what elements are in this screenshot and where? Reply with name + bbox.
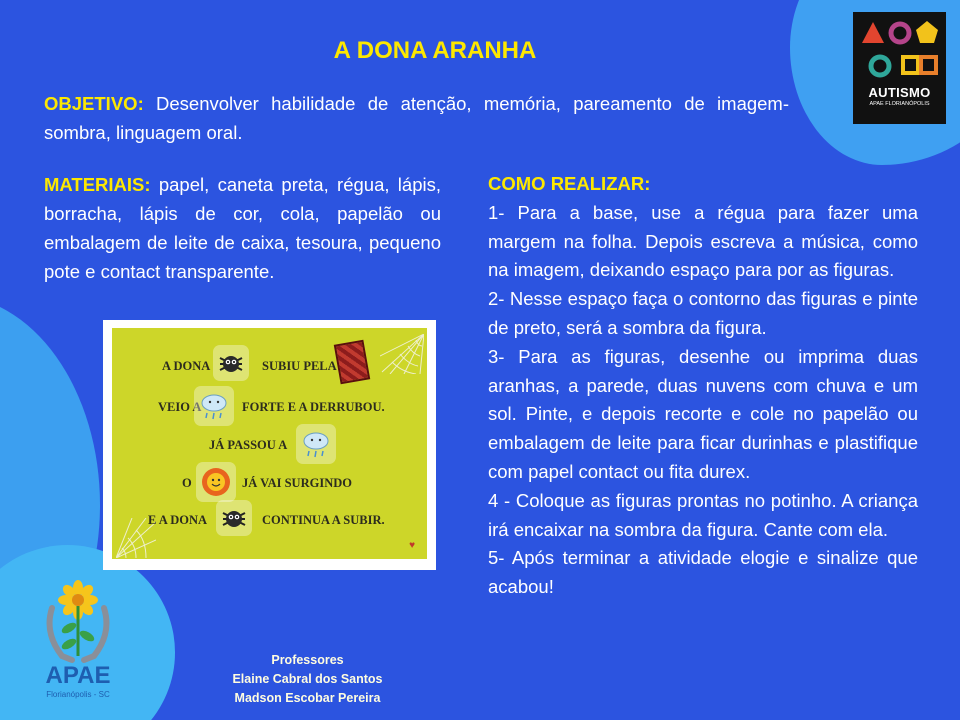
step-2: 2- Nesse espaço faça o contorno das figuras e pinte de preto, será a sombra da figura.: [488, 288, 918, 338]
sun-icon: [199, 465, 233, 499]
autismo-logo: [853, 12, 946, 124]
credits: [200, 651, 415, 708]
credits-name: Elaine Cabral dos Santos: [232, 672, 383, 686]
spider-figure: [213, 345, 249, 381]
step-1: 1- Para a base, use a régua para fazer uma margem na folha. Depois escreva a música, como na imagem, deixando espaço para por as figuras.: [488, 201, 918, 281]
materiais-paragraph: [44, 170, 441, 286]
board-line: JÁ VAI SURGINDO: [242, 476, 352, 490]
credits-heading: Professores: [271, 653, 344, 667]
board-line: VEIO A: [158, 400, 202, 414]
spider-web-icon: [380, 334, 424, 374]
apae-flower-hands-icon: [38, 578, 118, 668]
como-realizar-label: COMO REALIZAR:: [488, 173, 651, 194]
spider-icon: [219, 503, 249, 533]
board-line: E A DONA: [148, 513, 208, 527]
apae-logo: [28, 578, 128, 708]
rain-cloud-icon: [299, 427, 333, 461]
heart-mark-icon: ♥: [409, 540, 415, 551]
apae-logo-sub: Florianópolis - SC: [46, 690, 110, 699]
activity-board-photo: [103, 320, 436, 570]
rain-cloud-figure: [296, 424, 336, 464]
step-5: 5- Após terminar a atividade elogie e sinalize que acabou!: [488, 547, 918, 598]
credits-name: Madson Escobar Pereira: [234, 691, 381, 705]
objetivo-paragraph: OBJETIVO: Desenvolver habilidade de atenção, memória, pareamento de imagem-sombra, linguagem oral.: [44, 93, 790, 143]
spider-icon: [216, 348, 246, 378]
rain-cloud-icon: [197, 389, 231, 423]
activity-board: [112, 328, 427, 559]
board-line: FORTE E A DERRUBOU.: [242, 400, 385, 414]
board-line: SUBIU PELA: [262, 359, 337, 373]
autismo-logo-sub: APAE FLORIANÓPOLIS: [869, 101, 930, 107]
autismo-logo-name: AUTISMO: [868, 85, 931, 100]
autismo-shapes-icon: [860, 18, 940, 84]
apae-logo-name: APAE: [45, 662, 111, 689]
objetivo-label: OBJETIVO: [44, 93, 138, 114]
board-line: A DONA: [162, 359, 211, 373]
materiais-label: MATERIAIS:: [44, 174, 151, 195]
step-4: 4 - Coloque as figuras prontas no potinho. A criança irá encaixar na sombra da figura. Cante com ela.: [488, 489, 918, 540]
sun-figure: [196, 462, 236, 502]
spider-figure: [216, 500, 252, 536]
board-line: O: [182, 476, 192, 490]
board-line: JÁ PASSOU A: [209, 438, 288, 452]
page-title: A DONA ARANHA: [333, 37, 537, 64]
materiais-text: papel, caneta preta, régua, lápis, borracha, lápis de cor, cola, papelão ou embalagem de leite de caixa, tesoura, pequeno pote e contact transparente.: [44, 174, 441, 282]
como-realizar-section: [488, 170, 918, 602]
rain-cloud-figure: [194, 386, 234, 426]
wall-figure: [334, 340, 370, 385]
step-3: 3- Para as figuras, desenhe ou imprima duas aranhas, a parede, duas nuvens com chuva e um sol. Pinte, e depois recorte e cole no papelão ou embalagem de leite para ficar durinhas e plastifique com papel contact ou fita durex.: [488, 345, 918, 482]
objetivo-text: Desenvolver habilidade de atenção, memória, pareamento de imagem-sombra, linguagem oral.: [44, 93, 790, 143]
board-line: CONTINUA A SUBIR.: [262, 513, 385, 527]
